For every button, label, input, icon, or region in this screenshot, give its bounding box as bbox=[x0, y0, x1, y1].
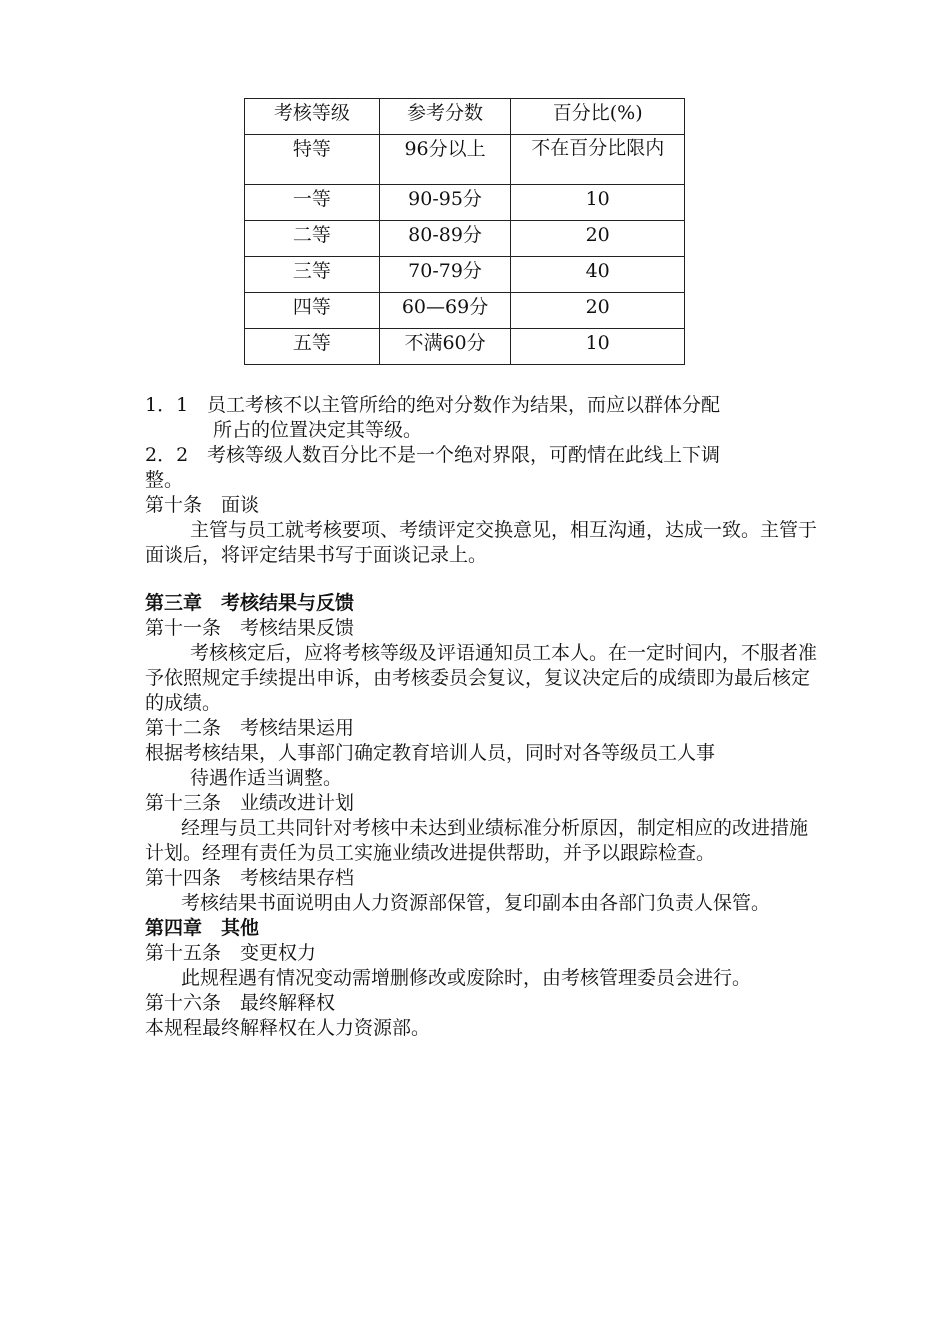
cell-score: 60—69分 bbox=[379, 293, 511, 329]
cell-grade: 一等 bbox=[245, 185, 380, 221]
table-row bbox=[245, 221, 685, 257]
header-grade: 考核等级 bbox=[245, 99, 380, 135]
article-10-title: 第十条 面谈 bbox=[145, 494, 260, 516]
cell-percent: 40 bbox=[511, 257, 685, 293]
article-13-text: 经理与员工共同针对考核中未达到业绩标准分析原因，制定相应的改进措施计划。经理有责任为员工实施业绩改进提供帮助，并予以跟踪检查。 bbox=[145, 817, 809, 864]
cell-grade: 五等 bbox=[245, 329, 380, 365]
article-15-title: 第十五条 变更权力 bbox=[145, 942, 317, 964]
header-score: 参考分数 bbox=[379, 99, 511, 135]
note-text: 考核等级人数百分比不是一个绝对界限，可酌情在此线上下调 bbox=[207, 444, 721, 466]
note-number: 1．1 bbox=[145, 394, 189, 416]
cell-score: 96分以上 bbox=[379, 135, 511, 185]
cell-percent: 不在百分比限内 bbox=[511, 135, 685, 185]
cell-score: 90-95分 bbox=[379, 185, 511, 221]
article-12-continuation: 待遇作适当调整。 bbox=[190, 767, 343, 789]
article-11-text: 考核核定后，应将考核等级及评语通知员工本人。在一定时间内，不服者准予依照规定手续提出申诉，由考核委员会复议，复议决定后的成绩即为最后核定的成绩。 bbox=[145, 642, 818, 714]
cell-percent: 10 bbox=[511, 185, 685, 221]
article-11-title: 第十一条 考核结果反馈 bbox=[145, 617, 355, 639]
cell-percent: 20 bbox=[511, 221, 685, 257]
note-number: 2．2 bbox=[145, 444, 189, 466]
table-header-row bbox=[245, 99, 685, 135]
cell-score: 80-89分 bbox=[379, 221, 511, 257]
chapter-3-heading: 第三章 考核结果与反馈 bbox=[145, 592, 355, 614]
article-13-title: 第十三条 业绩改进计划 bbox=[145, 792, 355, 814]
article-14-text: 考核结果书面说明由人力资源部保管，复印副本由各部门负责人保管。 bbox=[181, 892, 771, 914]
article-12-title: 第十二条 考核结果运用 bbox=[145, 717, 355, 739]
chapter-4-heading: 第四章 其他 bbox=[145, 917, 260, 939]
cell-score: 70-79分 bbox=[379, 257, 511, 293]
table-row bbox=[245, 185, 685, 221]
grade-table bbox=[244, 98, 685, 365]
note-2 bbox=[145, 443, 825, 468]
cell-percent: 20 bbox=[511, 293, 685, 329]
cell-percent: 10 bbox=[511, 329, 685, 365]
note-1 bbox=[145, 393, 825, 418]
article-15-text: 此规程遇有情况变动需增删修改或废除时，由考核管理委员会进行。 bbox=[181, 967, 752, 989]
note-text: 员工考核不以主管所给的绝对分数作为结果，而应以群体分配 bbox=[207, 394, 721, 416]
cell-grade: 四等 bbox=[245, 293, 380, 329]
article-12-text: 根据考核结果，人事部门确定教育培训人员，同时对各等级员工人事 bbox=[145, 742, 716, 764]
article-16-title: 第十六条 最终解释权 bbox=[145, 992, 336, 1014]
table-row bbox=[245, 293, 685, 329]
cell-grade: 二等 bbox=[245, 221, 380, 257]
note-1-continuation: 所占的位置决定其等级。 bbox=[213, 419, 423, 441]
spacer bbox=[145, 568, 825, 591]
note-2-continuation: 整。 bbox=[145, 469, 184, 491]
article-14-title: 第十四条 考核结果存档 bbox=[145, 867, 355, 889]
table-row bbox=[245, 135, 685, 185]
table-row bbox=[245, 257, 685, 293]
table-row bbox=[245, 329, 685, 365]
header-percent: 百分比(%) bbox=[511, 99, 685, 135]
article-16-text: 本规程最终解释权在人力资源部。 bbox=[145, 1017, 431, 1039]
cell-grade: 特等 bbox=[245, 135, 380, 185]
document-body bbox=[145, 393, 825, 1041]
cell-score: 不满60分 bbox=[379, 329, 511, 365]
cell-grade: 三等 bbox=[245, 257, 380, 293]
article-10-text: 主管与员工就考核要项、考绩评定交换意见，相互沟通，达成一致。主管于面谈后，将评定结果书写于面谈记录上。 bbox=[145, 519, 818, 566]
